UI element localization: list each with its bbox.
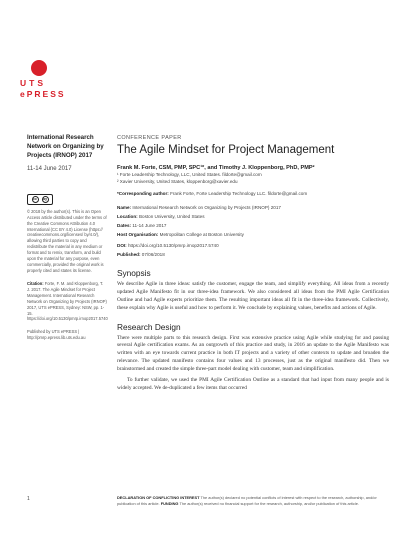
logo-mark	[31, 60, 47, 76]
doi-line: DOI: https://doi.org/10.5130/pmrp.irnop2017.5740	[117, 243, 219, 249]
research-design-paragraph-2: To further validate, we used the PMI Agile Certification Outline as a standard that had input from many people and is widely accepted. We de-duplicated a few items that occurred	[117, 377, 389, 392]
meta-dates: Dates: 11-14 June 2017	[117, 223, 167, 229]
coi-text: The author(s) declared no potential conflicts of interest with respect to the research, authorship, and/or publication of this article.	[117, 495, 377, 506]
by-icon: by	[42, 196, 48, 201]
synopsis-text: We describe Agile in three ideas: satisfy the customer, engage the team, and simplify everything. All ideas from a recently updated Agile Manifesto fit in our three-idea framework. We also considered all ideas from the PMI Agile Certification Outline and had Agile experts prioritize them. The resulting important ideas all fit in the three-idea framework. Collectively, these explain why Agile is useful and how to perform it. We conclude by explaining values, benefits and actions of Agile.	[117, 280, 389, 311]
meta-location: Location: Boston University, United States	[117, 213, 205, 219]
conference-metadata	[117, 205, 389, 259]
citation	[27, 281, 107, 322]
paper-main	[117, 135, 389, 393]
coi-label: DECLARATION OF CONFLICTING INTEREST	[117, 495, 200, 500]
citation-label: Citation:	[27, 280, 44, 286]
research-design-heading: Research Design	[117, 321, 181, 332]
page-number: 1	[27, 496, 30, 502]
logo-text-uts: UTS	[20, 78, 46, 88]
funding-text: The author(s) received no financial support for the research, authorship, and/or publication of this article.	[179, 500, 359, 506]
citation-text: Forte, F. M. and Kloppenborg, T. J. 2017. The Agile Mindset for Project Management. International Research Network on Organizing by Projects (IRNOP) 2017, UTS ePRESS, Sydney: NSW, pp. 1-15. https://doi.org/10.5130/pmrp.irnop2017.5740	[27, 280, 108, 322]
corresponding-label: *Corresponding author:	[117, 190, 169, 196]
publisher-note: Published by UTS ePRESS | http://pmrp.epress.lib.uts.edu.au	[27, 329, 86, 341]
research-design-paragraph-1: There were multiple parts to this research design. First was extensive practice using Agile while studying for and passing several Agile certification exams. As an outgrowth of this practice and study, in 2016 an update to the Agile Manifesto was written with an eye towards current practice in both IT projects and a variety of other contexts to update and broaden the relevance. The updated manifesto contains four values and 13 processes, just as the original manifesto did. Then we brainstormed and created the simple three-part model dealing with customer, team and simplification.	[117, 334, 389, 373]
sidebar	[27, 134, 107, 341]
corresponding-text: Frank Forte, Forte Leadership Technology LLC. fildorte@gmail.com	[170, 190, 308, 196]
funding-label: FUNDING	[160, 500, 179, 506]
logo-text-epress: ePRESS	[20, 89, 66, 99]
meta-name: Name: International Research Network on Organizing by Projects (IRNOP) 2017	[117, 204, 281, 210]
paper-title: The Agile Mindset for Project Management	[117, 144, 335, 156]
meta-host: Host Organisation: Metropolitan College at Boston University	[117, 232, 244, 238]
affiliation-2: ² Xavier University, United States, kloppenborg@xavier.edu	[117, 179, 238, 185]
conference-date: 11-14 June 2017	[27, 165, 72, 172]
doi-link[interactable]: https://doi.org/10.5130/pmrp.irnop2017.5740	[127, 243, 219, 249]
affiliation-1: ¹ Forte Leadership Technology, LLC, United States. fildorte@gmail.com	[117, 171, 262, 177]
journal-name: International Research Network on Organizing by Projects (IRNOP) 2017	[27, 134, 104, 159]
synopsis-heading: Synopsis	[117, 267, 151, 278]
creative-commons-icon	[27, 194, 53, 205]
cc-icon: cc	[33, 196, 37, 201]
license-text: © 2018 by the author(s). This is an Open Access article distributed under the terms of the Creative Commons Attribution 4.0 International (CC BY 4.0) License (https:// creativecommons.org/licenses/ by/4.0/), allowing third parties to copy and redistribute the material in any medium or format and to remix, transform, and build upon the material for any purpose, even commercially, provided the original work is properly cited and states its license.	[27, 208, 107, 273]
published-line: Published: 07/06/2018	[117, 252, 165, 258]
footer-declarations	[117, 495, 389, 506]
corresponding-author	[117, 191, 389, 196]
authors: Frank M. Forte, CSM, PMP, SPC¹*, and Timothy J. Kloppenborg, PhD, PMP²	[117, 164, 315, 171]
paper-type: CONFERENCE PAPER	[117, 135, 182, 141]
